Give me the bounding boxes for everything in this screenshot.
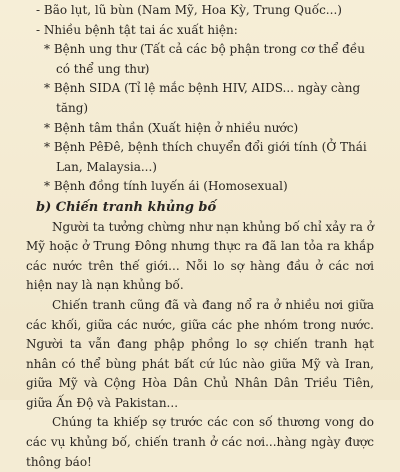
paragraph-war: Chiến tranh cũng đã và đang nổ ra ở nhiều nơi giữa các khối, giữa các nước, giữa các phe nhóm trong nước. Người ta vẫn đang phập phồng lo sợ chiến tranh hạt nhân có thể bùng phát bất cứ lúc nào giữa Mỹ và Iran, giữa Mỹ và Cộng Hòa Dân Chủ Nhân Dân Triều Tiên, giữa Ấn Độ và Pakistan... — [26, 297, 374, 410]
paragraph-casualties: Chúng ta khiếp sợ trước các con số thương vong do các vụ khủng bố, chiến tranh ở các nơi...hàng ngày được thông báo! — [26, 415, 374, 469]
list-item-gender: * Bệnh PêĐê, bệnh thích chuyển đổi giới tính (Ở Thái Lan, Malaysia...) — [44, 140, 367, 174]
list-item-diseases: - Nhiều bệnh tật tai ác xuất hiện: — [36, 22, 238, 37]
list-item-floods: - Bão lụt, lũ bùn (Nam Mỹ, Hoa Kỳ, Trung Quốc...) — [36, 3, 342, 17]
list-item-homosexual: * Bệnh đồng tính luyến ái (Homosexual) — [44, 179, 288, 194]
list-item-mental: * Bệnh tâm thần (Xuất hiện ở nhiều nước) — [44, 120, 299, 135]
paragraph-terrorism: Người ta tưởng chừng như nạn khủng bố chỉ xảy ra ở Mỹ hoặc ở Trung Đông nhưng thực ra đã lan tỏa ra khắp các nước trên thế giới... Nỗi lo sợ hàng đầu ở các nơi hiện nay là nạn khủng bố. — [26, 219, 374, 293]
list-item-aids: * Bệnh SIDA (Tỉ lệ mắc bệnh HIV, AIDS... ngày càng tăng) — [44, 81, 361, 115]
section-heading: b) Chiến tranh khủng bố — [36, 199, 217, 215]
list-item-cancer: * Bệnh ung thư (Tất cả các bộ phận trong cơ thể đều có thể ung thư) — [44, 42, 365, 76]
